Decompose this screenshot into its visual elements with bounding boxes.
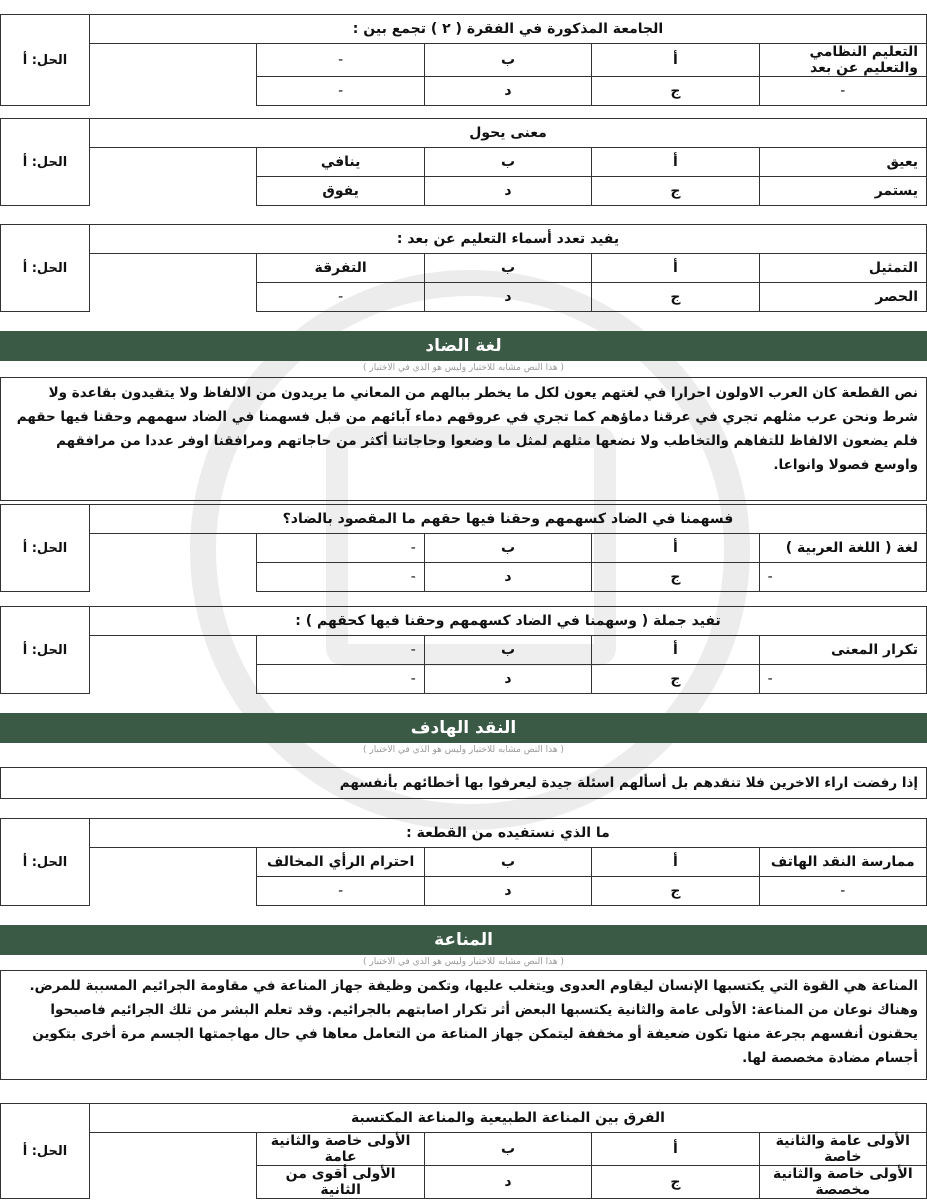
letter-a: أ	[592, 534, 759, 563]
letter-d: د	[424, 665, 591, 694]
option-d: -	[257, 563, 424, 592]
answer-label: الحل: أ	[1, 505, 90, 592]
option-a: يعيق	[759, 148, 926, 177]
option-c: -	[759, 877, 926, 906]
question-table-2	[0, 118, 927, 206]
option-c: يستمر	[759, 177, 926, 206]
option-b: احترام الرأي المخالف	[257, 848, 424, 877]
letter-d: د	[424, 283, 591, 312]
letter-c: ج	[592, 563, 759, 592]
letter-c: ج	[592, 877, 759, 906]
option-c: -	[759, 665, 926, 694]
option-d: -	[257, 77, 424, 106]
letter-c: ج	[592, 77, 759, 106]
letter-a: أ	[592, 848, 759, 877]
question-table-7	[0, 1103, 927, 1199]
letter-b: ب	[424, 636, 591, 665]
option-a: ممارسة النقد الهاتف	[759, 848, 926, 877]
option-c: -	[759, 563, 926, 592]
option-b: -	[257, 636, 424, 665]
section-note: ( هذا النص مشابه للاختبار وليس هو الذي في الاختبار )	[363, 745, 564, 755]
option-d: -	[257, 283, 424, 312]
option-c: الأولى خاصة والثانية مخصصة	[759, 1166, 926, 1199]
option-b: الأولى خاصة والثانية عامة	[257, 1133, 424, 1166]
section-note: ( هذا النص مشابه للاختبار وليس هو الذي في الاختبار )	[363, 957, 564, 967]
answer-label: الحل: أ	[1, 607, 90, 694]
option-a: التمثيل	[759, 254, 926, 283]
letter-a: أ	[592, 148, 759, 177]
section-note: ( هذا النص مشابه للاختبار وليس هو الذي في الاختبار )	[363, 363, 564, 373]
section-title: النقد الهادف	[0, 713, 927, 743]
letter-b: ب	[424, 44, 591, 77]
letter-a: أ	[592, 254, 759, 283]
letter-a: أ	[592, 44, 759, 77]
answer-label: الحل: أ	[1, 819, 90, 906]
option-a: الأولى عامة والثانية خاصة	[759, 1133, 926, 1166]
question-table-4	[0, 504, 927, 592]
passage-text: المناعة هي القوة التي يكتسبها الإنسان ليقاوم العدوى ويتغلب عليها، وتكمن وظيفة جهاز المناعة في مقاومة الجرائيم المسببة للمرض. وهناك نوعان من المناعة: الأولى عامة والثانية يكتسبها البعض أثر تكرار اصابتهم بالجرائيم. وقد تعلم البشر من تلك الجرائيم فاصبحوا يحقنون أنفسهم بجرعة منها تكون ضعيفة أو مخففة ليتمكن جهاز المناعة من التعامل معاها في حال مهاجمتها الجسم مرة أخرى بتكوين أجسام مضادة مخصصة لها.	[0, 970, 927, 1080]
option-c: -	[759, 77, 926, 106]
letter-c: ج	[592, 177, 759, 206]
option-d: -	[257, 665, 424, 694]
letter-b: ب	[424, 848, 591, 877]
question-stem: فسهمنا في الضاد كسهمهم وحقنا فيها حقهم ما المقصود بالضاد؟	[90, 505, 927, 534]
letter-b: ب	[424, 1133, 591, 1166]
option-a: لغة ( اللغة العربية )	[759, 534, 926, 563]
option-b: -	[257, 534, 424, 563]
option-b: التفرقة	[257, 254, 424, 283]
letter-d: د	[424, 1166, 591, 1199]
letter-d: د	[424, 77, 591, 106]
question-stem: الفرق بين المناعة الطبيعية والمناعة المكتسبة	[90, 1104, 927, 1133]
letter-d: د	[424, 563, 591, 592]
option-b: -	[257, 44, 424, 77]
option-b: ينافي	[257, 148, 424, 177]
option-c: الحصر	[759, 283, 926, 312]
option-d: يفوق	[257, 177, 424, 206]
answer-label: الحل: أ	[1, 1104, 90, 1199]
question-stem: الجامعة المذكورة في الفقرة ( ٢ ) تجمع بين :	[90, 15, 927, 44]
letter-b: ب	[424, 148, 591, 177]
letter-d: د	[424, 177, 591, 206]
letter-b: ب	[424, 254, 591, 283]
question-stem: يفيد تعدد أسماء التعليم عن بعد :	[90, 225, 927, 254]
question-stem: معنى يحول	[90, 119, 927, 148]
option-d: -	[257, 877, 424, 906]
answer-label: الحل: أ	[1, 225, 90, 312]
question-table-5	[0, 606, 927, 694]
question-stem: تفيد جملة ( وسهمنا في الضاد كسهمهم وحقنا فيها كحقهم ) :	[90, 607, 927, 636]
letter-d: د	[424, 877, 591, 906]
section-title: لغة الضاد	[0, 331, 927, 361]
section-title: المناعة	[0, 925, 927, 955]
letter-c: ج	[592, 1166, 759, 1199]
question-table-1	[0, 14, 927, 106]
answer-label: الحل: أ	[1, 119, 90, 206]
letter-a: أ	[592, 636, 759, 665]
question-table-6	[0, 818, 927, 906]
question-stem: ما الذي نستفيده من القطعة :	[90, 819, 927, 848]
option-a: تكرار المعنى	[759, 636, 926, 665]
option-d: الأولى أقوى من الثانية	[257, 1166, 424, 1199]
answer-label: الحل: أ	[1, 15, 90, 106]
passage-text: نص القطعة كان العرب الاولون احرارا في لغتهم يعون لكل ما يخطر ببالهم من المعاني ما يريدون من الالفاظ ولا يتقيدون بقاعدة ولا شرط ونحن عرب مثلهم تجري في عرقنا دماؤهم كما تجري في عروقهم دماء آبائهم من قبل فسهمنا في الضاد سهمهم وحقنا فيها حقهم فلم يضعون الالفاظ للتفاهم والتخاطب ولا نضعها مثلهم لمثل ما وضعوا وحاجاتنا أكثر من حاجاتهم ومرافقنا اوفر عددا من مرافقهم واوسع فصولا وانواعا.	[0, 377, 927, 501]
letter-a: أ	[592, 1133, 759, 1166]
letter-b: ب	[424, 534, 591, 563]
letter-c: ج	[592, 283, 759, 312]
question-table-3	[0, 224, 927, 312]
letter-c: ج	[592, 665, 759, 694]
passage-text: إذا رفضت اراء الاخرين فلا تنقدهم بل أسألهم اسئلة جيدة ليعرفوا بها أخطائهم بأنفسهم	[0, 767, 927, 799]
option-a: التعليم النظامي والتعليم عن بعد	[759, 44, 926, 77]
